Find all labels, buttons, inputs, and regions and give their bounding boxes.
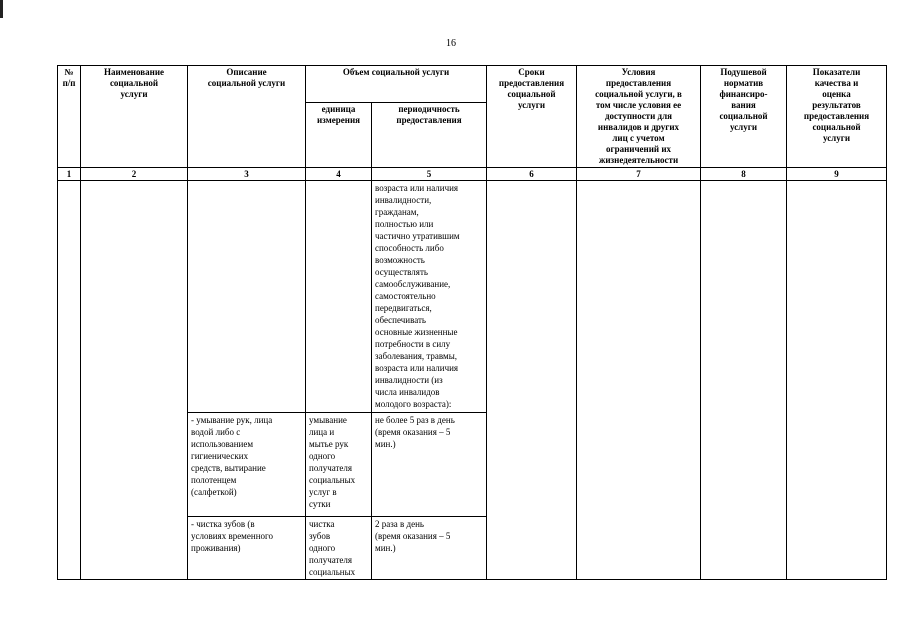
header-quality-indicators: Показатели качества и оценка результатов предоставления социальной услуги xyxy=(787,66,887,168)
column-number-row xyxy=(58,168,887,181)
social-services-table xyxy=(57,65,887,580)
service-unit: умывание лица и мытье рук одного получателя социальных услуг в сутки xyxy=(306,413,372,517)
page-number: 16 xyxy=(446,38,456,49)
cell-empty xyxy=(577,181,701,580)
column-number: 1 xyxy=(58,168,81,181)
column-number: 3 xyxy=(188,168,306,181)
header-number: № п/п xyxy=(58,66,81,168)
column-number: 9 xyxy=(787,168,887,181)
cell-empty xyxy=(701,181,787,580)
header-conditions: Условия предоставления социальной услуги, в том числе условия ее доступности для инвалидов и других лиц с учетом ограничений их жизнедеятельности xyxy=(577,66,701,168)
service-description: - умывание рук, лица водой либо с использованием гигиенических средств, вытирание полотенцем (салфеткой) xyxy=(188,413,306,517)
column-number: 8 xyxy=(701,168,787,181)
cell-empty xyxy=(306,181,372,413)
header-description: Описание социальной услуги xyxy=(188,66,306,168)
table-row xyxy=(58,181,887,413)
continuation-text: возраста или наличия инвалидности, гражданам, полностью или частично утратившим способность либо возможность осуществлять самообслуживание, самостоятельно передвигаться, обеспечивать основные жизненные потребности в силу заболевания, травмы, возраста или наличия инвалидности (из числа инвалидов молодого возраста): xyxy=(372,181,487,413)
header-periodicity: периодичность предоставления xyxy=(372,102,487,167)
header-service-name: Наименование социальной услуги xyxy=(81,66,188,168)
service-description: - чистка зубов (в условиях временного проживания) xyxy=(188,517,306,580)
column-number: 7 xyxy=(577,168,701,181)
header-unit: единица измерения xyxy=(306,102,372,167)
service-periodicity: не более 5 раз в день (время оказания – 5 мин.) xyxy=(372,413,487,517)
column-number: 5 xyxy=(372,168,487,181)
cell-empty xyxy=(81,181,188,580)
cell-empty xyxy=(188,181,306,413)
service-unit: чистка зубов одного получателя социальных xyxy=(306,517,372,580)
column-number: 4 xyxy=(306,168,372,181)
column-number: 2 xyxy=(81,168,188,181)
column-number: 6 xyxy=(487,168,577,181)
header-volume-group: Объем социальной услуги xyxy=(306,66,487,103)
header-terms: Сроки предоставления социальной услуги xyxy=(487,66,577,168)
cell-empty xyxy=(787,181,887,580)
scan-edge-mark xyxy=(0,0,3,18)
cell-empty xyxy=(58,181,81,580)
header-financing-norm: Подушевой норматив финансиро- вания социальной услуги xyxy=(701,66,787,168)
service-periodicity: 2 раза в день (время оказания – 5 мин.) xyxy=(372,517,487,580)
cell-empty xyxy=(487,181,577,580)
